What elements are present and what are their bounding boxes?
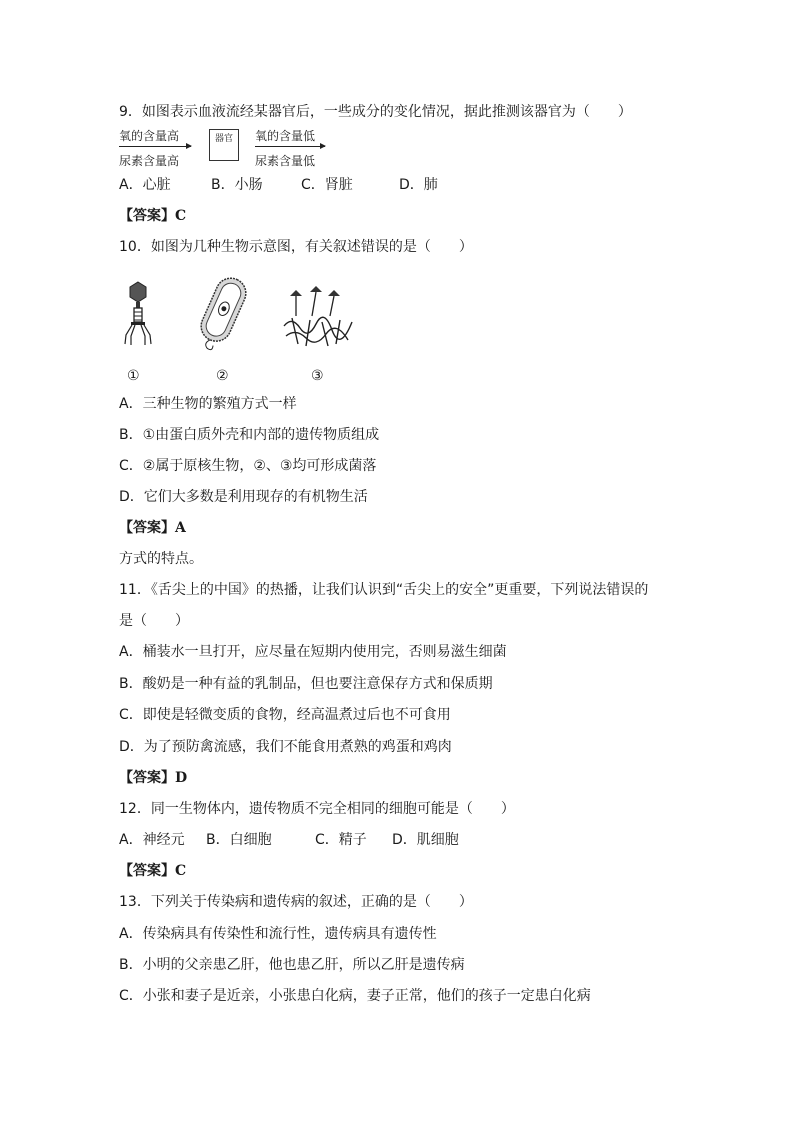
- q12-option-b: B．白细胞: [206, 832, 272, 848]
- q12-option-d: D．肌细胞: [392, 832, 459, 848]
- answer-value: A: [175, 520, 186, 536]
- q10-option-d: D．它们大多数是利用现存的有机物生活: [119, 489, 368, 505]
- q9-option-a: A．心脏: [119, 177, 171, 193]
- q9-out-top: 氧的含量低: [255, 129, 316, 143]
- q11-stem-line1: 11．《舌尖上的中国》的热播，让我们认识到“舌尖上的安全”更重要，下列说法错误的: [119, 582, 649, 598]
- q12-answer: [119, 862, 186, 880]
- q9-answer: [119, 207, 186, 225]
- q9-in-arrow-icon: [119, 146, 191, 147]
- q11-option-c: C．即使是轻微变质的食物，经高温煮过后也不可食用: [119, 707, 451, 723]
- figure-label-1: ①: [127, 368, 140, 384]
- q13-option-c: C．小张和妻子是近亲，小张患白化病，妻子正常，他们的孩子一定患白化病: [119, 988, 591, 1004]
- q9-option-b: B．小肠: [211, 177, 263, 193]
- q9-in-bottom: 尿素含量高: [119, 154, 180, 168]
- q12-option-c: C．精子: [315, 832, 367, 848]
- q13-option-b: B．小明的父亲患乙肝，他也患乙肝，所以乙肝是遗传病: [119, 957, 465, 973]
- answer-value: C: [175, 863, 187, 879]
- q10-note: 方式的特点。: [119, 551, 203, 567]
- answer-value: C: [175, 208, 187, 224]
- q10-option-a: A．三种生物的繁殖方式一样: [119, 396, 297, 412]
- mold-image: [282, 286, 354, 348]
- q13-stem: 13．下列关于传染病和遗传病的叙述，正确的是（ ）: [119, 894, 473, 910]
- answer-label: 【答案】: [119, 770, 175, 786]
- q10-option-b: B．①由蛋白质外壳和内部的遗传物质组成: [119, 427, 380, 443]
- answer-label: 【答案】: [119, 863, 175, 879]
- q9-stem: 9．如图表示血液流经某器官后，一些成分的变化情况，据此推测该器官为（ ）: [119, 104, 632, 120]
- q9-out-arrow-icon: [255, 146, 325, 147]
- answer-label: 【答案】: [119, 520, 175, 536]
- q11-option-d: D．为了预防禽流感，我们不能食用煮熟的鸡蛋和鸡肉: [119, 739, 452, 755]
- q11-option-a: A．桶装水一旦打开，应尽量在短期内使用完，否则易滋生细菌: [119, 644, 507, 660]
- q10-stem: 10．如图为几种生物示意图，有关叙述错误的是（ ）: [119, 239, 473, 255]
- bacterium-image: [192, 275, 256, 353]
- q9-in-top: 氧的含量高: [119, 129, 180, 143]
- q9-diagram: [119, 127, 329, 173]
- q9-out-bottom: 尿素含量低: [255, 154, 316, 168]
- figure-label-3: ③: [311, 368, 324, 384]
- q11-stem-line2: 是（ ）: [119, 613, 189, 629]
- q11-answer: [119, 769, 187, 787]
- q10-option-c: C．②属于原核生物，②、③均可形成菌落: [119, 458, 377, 474]
- figure-label-2: ②: [216, 368, 229, 384]
- q9-option-d: D．肺: [399, 177, 438, 193]
- q9-organ-box: 器官: [209, 129, 239, 161]
- answer-value: D: [175, 770, 188, 786]
- q9-option-c: C．肾脏: [301, 177, 353, 193]
- answer-label: 【答案】: [119, 208, 175, 224]
- q12-option-a: A．神经元: [119, 832, 185, 848]
- bacteriophage-image: [122, 280, 154, 348]
- q10-answer: [119, 519, 186, 537]
- q12-stem: 12．同一生物体内，遗传物质不完全相同的细胞可能是（ ）: [119, 801, 515, 817]
- q11-option-b: B．酸奶是一种有益的乳制品，但也要注意保存方式和保质期: [119, 676, 493, 692]
- q13-option-a: A．传染病具有传染性和流行性，遗传病具有遗传性: [119, 926, 437, 942]
